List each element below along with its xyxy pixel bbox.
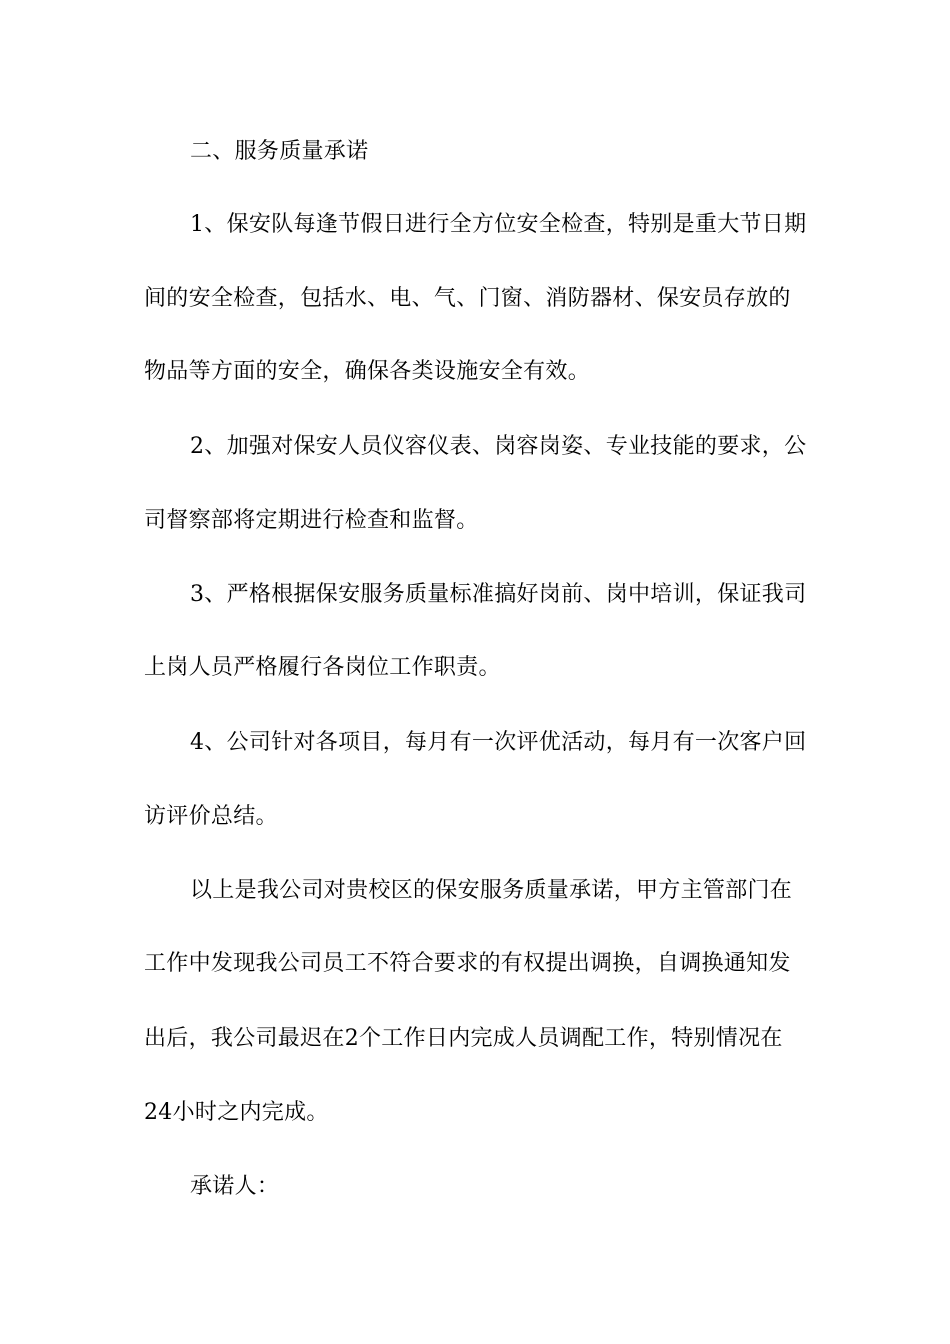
item-1-line-3: 物品等方面的安全，确保各类设施安全有效。 <box>144 359 591 384</box>
item-2-line-2: 司督察部将定期进行检查和监督。 <box>144 508 479 533</box>
item-4-line-1: 4、公司针对各项目，每月有一次评优活动，每月有一次客户回 <box>190 730 807 755</box>
signature-label: 承诺人： <box>190 1174 280 1199</box>
item-3-line-1: 3、严格根据保安服务质量标准搞好岗前、岗中培训，保证我司 <box>190 582 807 607</box>
item-3-line-2: 上岗人员严格履行各岗位工作职责。 <box>144 655 501 680</box>
item-1-line-1: 1、保安队每逢节假日进行全方位安全检查，特别是重大节日期 <box>190 212 807 237</box>
item-1-line-2: 间的安全检查，包括水、电、气、门窗、消防器材、保安员存放的 <box>144 286 791 311</box>
closing-line-4: 24小时之内完成。 <box>144 1100 329 1125</box>
closing-line-2: 工作中发现我公司员工不符合要求的有权提出调换，自调换通知发 <box>144 951 791 976</box>
item-4-line-2: 访评价总结。 <box>144 804 278 829</box>
item-2-line-1: 2、加强对保安人员仪容仪表、岗容岗姿、专业技能的要求，公 <box>190 434 807 459</box>
section-heading: 二、服务质量承诺 <box>190 139 369 164</box>
closing-line-3: 出后，我公司最迟在2个工作日内完成人员调配工作，特别情况在 <box>144 1026 783 1051</box>
closing-line-1: 以上是我公司对贵校区的保安服务质量承诺，甲方主管部门在 <box>190 878 793 903</box>
